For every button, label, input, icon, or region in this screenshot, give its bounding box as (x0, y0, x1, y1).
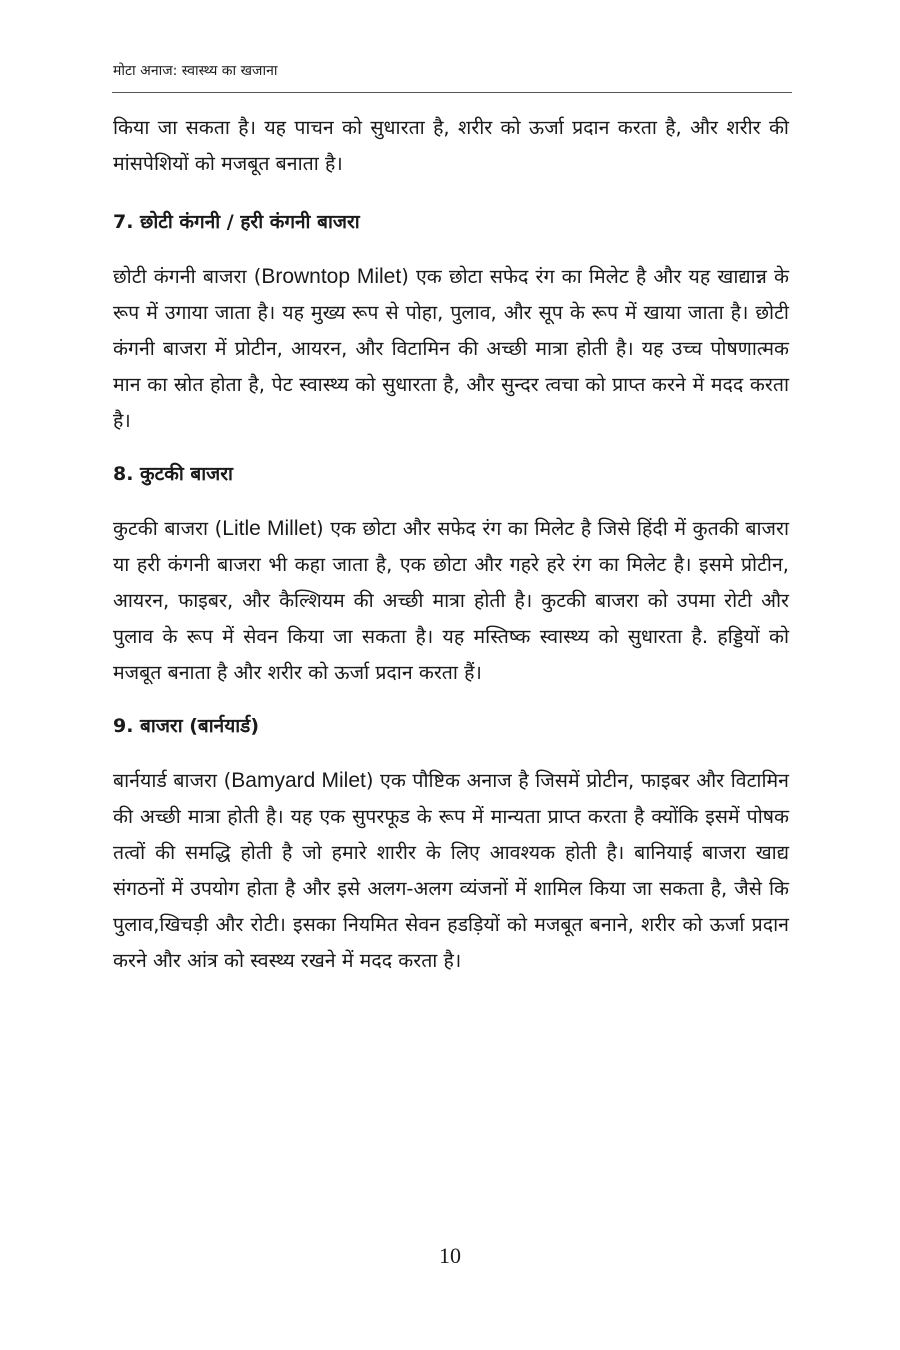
section-heading-9: 9. बाजरा (बार्नयार्ड) (113, 715, 260, 737)
paragraph-text: छोटी कंगनी बाजरा ( (113, 265, 262, 288)
latin-term: Browntop Milet (261, 265, 402, 288)
section-paragraph-9 (113, 763, 789, 979)
section-heading-8: 8. कुटकी बाजरा (113, 463, 233, 485)
page-content (113, 110, 789, 979)
paragraph-text: कुटकी बाजरा ( (113, 517, 223, 540)
running-header: मोटा अनाज: स्वास्थ्य का खजाना (113, 63, 278, 79)
paragraph-text: ) एक छोटा और सफेद रंग का मिलेट है जिसे हिंदी में कुतकी बाजरा या हरी कंगनी बाजरा भी कहा जाता है, एक छोटा और गहरे हरे रंग का मिलेट है। इसमे प्रोटीन, आयरन, फाइबर, और कैल्शियम की अच्छी मात्रा होती है। कुटकी बाजरा को उपमा रोटी और पुलाव के रूप में सेवन किया जा सकता है। यह मस्तिष्क स्वास्थ्य को सुधारता है. हड्डियों को मजबूत बनाता है और शरीर को ऊर्जा प्रदान करता हैं। (113, 517, 789, 684)
paragraph-text: ) एक पौष्टिक अनाज है जिसमें प्रोटीन, फाइबर और विटामिन की अच्छी मात्रा होती है। यह एक सुपरफूड के रूप में मान्यता प्राप्त करता है क्योंकि इसमें पोषक तत्वों की समद्धि होती है जो हमारे शारीर के लिए आवश्यक होती है। बानियाई बाजरा खाद्य संगठनों में उपयोग होता है और इसे अलग-अलग व्यंजनों में शामिल किया जा सकता है, जैसे कि पुलाव,खिचड़ी और रोटी। इसका नियमित सेवन हडड़ियों को मजबूत बनाने, शरीर को ऊर्जा प्रदान करने और आंत्र को स्वस्थ्य रखने में मदद करता है। (113, 769, 790, 972)
section-paragraph-7 (113, 259, 789, 439)
paragraph-text: ) एक छोटा सफेद रंग का मिलेट है और यह खाद्यान्न के रूप में उगाया जाता है। यह मुख्य रूप से पोहा, पुलाव, और सूप के रूप में खाया जाता है। छोटी कंगनी बाजरा में प्रोटीन, आयरन, और विटामिन की अच्छी मात्रा होती है। यह उच्च पोषणात्मक मान का स्रोत होता है, पेट स्वास्थ्य को सुधारता है, और सुन्दर त्वचा को प्राप्त करने में मदद करता है। (113, 265, 790, 432)
intro-paragraph: किया जा सकता है। यह पाचन को सुधारता है, शरीर को ऊर्जा प्रदान करता है, और शरीर की मांसपेशियों को मजबूत बनाता है। (113, 116, 789, 175)
page-number: 10 (439, 1243, 461, 1268)
latin-term: Bamyard Milet (231, 769, 366, 792)
section-paragraph-8 (113, 511, 789, 691)
latin-term: Litle Millet (222, 517, 317, 540)
paragraph-text: बार्नयार्ड बाजरा ( (113, 769, 232, 792)
header-divider (112, 92, 792, 93)
section-heading-7: 7. छोटी कंगनी / हरी कंगनी बाजरा (113, 211, 360, 233)
